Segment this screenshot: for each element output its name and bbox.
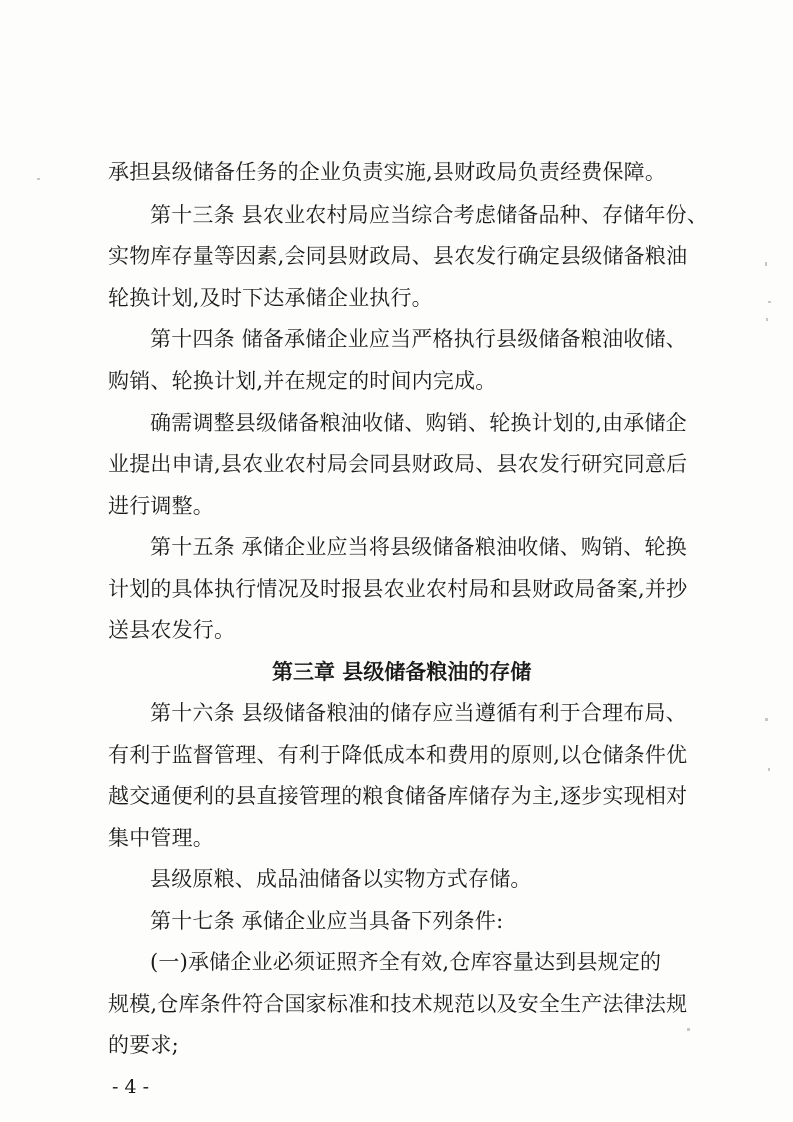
- text-line: 实物库存量等因素,会同县财政局、县农发行确定县级储备粮油: [108, 244, 688, 268]
- text-line: 第十四条 储备承储企业应当严格执行县级储备粮油收储、: [150, 327, 687, 351]
- text-line: 越交通便利的县直接管理的粮食储备库储存为主,逐步实现相对: [108, 784, 688, 808]
- text-line: 第十三条 县农业农村局应当综合考虑储备品种、存储年份、: [150, 203, 709, 227]
- scan-speck: [768, 301, 771, 303]
- text-line: 业提出申请,县农业农村局会同县财政局、县农发行研究同意后: [108, 452, 688, 476]
- text-line: 轮换计划,及时下达承储企业执行。: [108, 286, 433, 310]
- text-line: 确需调整县级储备粮油收储、购销、轮换计划的,由承储企: [150, 411, 687, 435]
- text-line: 第十六条 县级储备粮油的储存应当遵循有利于合理布局、: [150, 701, 687, 725]
- scan-speck: [687, 1028, 690, 1031]
- text-line: 集中管理。: [108, 826, 214, 850]
- text-line: 进行调整。: [108, 494, 214, 518]
- scan-speck: [766, 318, 768, 321]
- scan-speck: [37, 178, 40, 180]
- text-line: 承担县级储备任务的企业负责实施,县财政局负责经费保障。: [108, 160, 667, 184]
- scan-speck: [765, 262, 767, 266]
- chapter-heading: 第三章 县级储备粮油的存储: [272, 660, 532, 684]
- text-line: 第十七条 承储企业应当具备下列条件:: [150, 909, 504, 933]
- text-line: 县级原粮、成品油储备以实物方式存储。: [150, 867, 532, 891]
- text-line: 购销、轮换计划,并在规定的时间内完成。: [108, 369, 497, 393]
- text-line: 有利于监督管理、有利于降低成本和费用的原则,以仓储条件优: [108, 743, 688, 767]
- scan-speck: [768, 768, 770, 771]
- text-line: 送县农发行。: [108, 618, 236, 642]
- text-line: 规模,仓库条件符合国家标准和技术规范以及安全生产法律法规: [108, 992, 688, 1016]
- text-line: 第十五条 承储企业应当将县级储备粮油收储、购销、轮换: [150, 535, 687, 559]
- scan-speck: [765, 718, 768, 721]
- text-line: 的要求;: [108, 1033, 179, 1057]
- text-line: 计划的具体执行情况及时报县农业农村局和县财政局备案,并抄: [108, 577, 688, 601]
- text-line: (一)承储企业必须证照齐全有效,仓库容量达到县规定的: [150, 950, 662, 974]
- page-number: - 4 -: [112, 1076, 150, 1098]
